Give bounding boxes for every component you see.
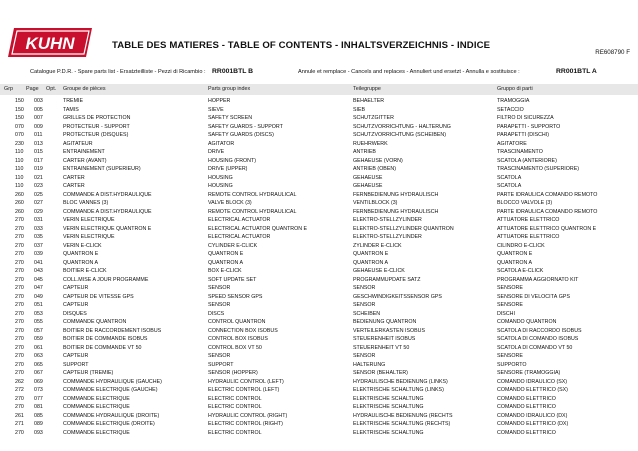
grp-cell: 270 (15, 319, 24, 325)
de-cell: SIEB (353, 106, 366, 113)
de-cell: SENSOR (BEHÄLTER) (353, 370, 408, 376)
en-cell: SAFETY SCREEN (208, 115, 253, 121)
de-cell: ELEKTRO-STELLZYLINDER QUANTRON (353, 225, 454, 232)
grp-cell: 270 (15, 336, 24, 342)
grp-cell: 110 (15, 166, 24, 172)
page-cell: 049 (34, 293, 43, 300)
table-row (0, 131, 638, 140)
de-cell: QUANTRON A (353, 259, 389, 266)
fr-cell: CAPTEUR (TREMIE) (63, 370, 114, 376)
grp-cell: 270 (15, 429, 24, 436)
fr-cell: ENTRAINEMENT (63, 149, 105, 155)
table-row (0, 301, 638, 310)
en-cell: SENSOR (208, 302, 231, 308)
table-row (0, 369, 638, 378)
grp-cell: 261 (15, 412, 24, 419)
table-row (0, 395, 638, 404)
page-cell: 059 (34, 336, 43, 342)
grp-cell: 270 (15, 302, 24, 308)
page-cell: 063 (34, 353, 43, 359)
fr-cell: COMMANDE QUANTRON (63, 319, 127, 325)
it-cell: COMANDO ELETTRICO (SX) (497, 387, 568, 393)
grp-cell: 260 (15, 191, 24, 198)
grp-cell: 262 (15, 378, 24, 385)
en-cell: HOUSING (208, 174, 233, 181)
de-cell: ANTRIEB (OBEN) (353, 166, 396, 172)
page-cell: 055 (34, 319, 43, 325)
table-row (0, 352, 638, 361)
table-row (0, 378, 638, 387)
table-row (0, 293, 638, 302)
de-cell: SCHUTZGITTER (353, 115, 394, 121)
fr-cell: CAPTEUR (63, 302, 89, 308)
en-cell: AGITATOR (208, 140, 235, 147)
fr-cell: CAPTEUR (63, 353, 89, 359)
it-cell: SENSORE (497, 353, 523, 359)
it-cell: PARAPETTI (DISCHI) (497, 132, 549, 138)
grp-cell: 270 (15, 395, 24, 402)
en-cell: DRIVE (208, 149, 225, 155)
table-row (0, 123, 638, 132)
table-row (0, 386, 638, 395)
en-cell: SENSOR (208, 285, 231, 291)
fr-cell: QUANTRON E (63, 251, 99, 257)
fr-cell: VERIN ELECTRIQUE (63, 234, 115, 240)
en-cell: SENSOR (208, 353, 231, 359)
grp-cell: 150 (15, 106, 24, 113)
table-row (0, 259, 638, 268)
table-row (0, 157, 638, 166)
en-cell: ELECTRICAL ACTUATOR (208, 217, 271, 223)
grp-cell: 270 (15, 404, 24, 410)
table-row (0, 148, 638, 157)
table-row (0, 106, 638, 115)
fr-cell: SUPPORT (63, 361, 89, 368)
table-row (0, 191, 638, 200)
table-row (0, 250, 638, 259)
de-cell: VENTILBLOCK (3) (353, 200, 398, 206)
it-cell: SCATOLA (497, 174, 522, 181)
grp-cell: 270 (15, 268, 24, 274)
page-cell: 041 (34, 259, 43, 266)
fr-cell: COMMANDE ELECTRIQUE (63, 429, 130, 436)
en-cell: ELECTRIC CONTROL (RIGHT) (208, 421, 283, 427)
de-cell: PROGRAMMUPDATE SATZ (353, 276, 421, 283)
grp-cell: 270 (15, 293, 24, 300)
de-cell: GEHAEUSE (353, 174, 383, 181)
page-cell: 047 (34, 285, 43, 291)
table-row (0, 182, 638, 191)
table-row (0, 114, 638, 123)
page-cell: 073 (34, 387, 43, 393)
de-cell: VERTEILERKASTEN ISOBUS (353, 327, 426, 334)
fr-cell: BOITIER DE COMMANDE ISOBUS (63, 336, 148, 342)
it-cell: COMANDO ELETTRICO (497, 395, 556, 402)
it-cell: COMANDO ELETTRICO (497, 429, 556, 436)
table-row (0, 412, 638, 421)
en-cell: SOFT UPDATE SET (208, 276, 257, 283)
it-cell: QUANTRON E (497, 251, 533, 257)
de-cell: HALTERUNG (353, 361, 386, 368)
fr-cell: COLL.MISE A JOUR PROGRAMME (63, 276, 149, 283)
de-cell: FERNBEDIENUNG HYDRAULISCH (353, 208, 439, 215)
grp-cell: 110 (15, 183, 24, 189)
de-cell: FERNBEDIENUNG HYDRAULISCH (353, 191, 439, 198)
table-row (0, 335, 638, 344)
grp-cell: 270 (15, 310, 24, 317)
en-cell: SENSOR (HOPPER) (208, 370, 258, 376)
fr-cell: TAMIS (63, 106, 79, 113)
fr-cell: VERIN ELECTRIQUE (63, 217, 115, 223)
en-cell: DRIVE (UPPER) (208, 166, 248, 172)
it-cell: SCATOLA E-CLICK (497, 268, 544, 274)
fr-cell: CAPTEUR DE VITESSE GPS (63, 293, 134, 300)
grp-cell: 270 (15, 344, 24, 351)
de-cell: ELEKTRISCHE SCHALTUNG (RECHTS) (353, 421, 451, 427)
en-cell: CONTROL QUANTRON (208, 319, 266, 325)
it-cell: COMANDO ELETTRICO (DX) (497, 421, 569, 427)
de-cell: GEHAEUSE (VORN) (353, 157, 403, 164)
col-fr: Groupe de pièces (63, 86, 106, 92)
it-cell: TRASCINAMENTO (SUPERIORE) (497, 166, 580, 172)
de-cell: HYDRAULISCHE BEDIENUNG (RECHTS (353, 412, 453, 419)
grp-cell: 110 (15, 174, 24, 181)
de-cell: GEHAEUSE (353, 183, 383, 189)
fr-cell: BOITIER DE RACCORDEMENT ISOBUS (63, 327, 162, 334)
table-row (0, 429, 638, 438)
page-cell: 067 (34, 370, 43, 376)
fr-cell: ENTRAINEMENT (SUPERIEUR) (63, 166, 141, 172)
grp-cell: 150 (15, 98, 24, 104)
en-cell: ELECTRIC CONTROL (208, 404, 262, 410)
page-cell: 023 (34, 183, 43, 189)
de-cell: ELEKTRO-STELLZYLINDER (353, 217, 422, 223)
col-de: Teilegruppe (353, 86, 381, 92)
fr-cell: PROTECTEUR (DISQUES) (63, 132, 129, 138)
grp-cell: 270 (15, 217, 24, 223)
en-cell: ELECTRICAL ACTUATOR (208, 234, 271, 240)
de-cell: SCHUTZVORRICHTUNG (SCHEIBEN) (353, 132, 446, 138)
it-cell: DISCHI (497, 310, 515, 317)
page-cell: 043 (34, 268, 43, 274)
page-cell: 029 (34, 208, 43, 215)
en-cell: DISCS (208, 310, 225, 317)
fr-cell: BOITIER E-CLICK (63, 268, 107, 274)
replaces-code: RR001BTL A (556, 68, 597, 75)
grp-cell: 270 (15, 259, 24, 266)
de-cell: SENSOR (353, 285, 376, 291)
page-cell: 093 (34, 429, 43, 436)
fr-cell: COMMANDE ELECTRIQUE (DROITE) (63, 421, 155, 427)
it-cell: SENSORE (497, 302, 523, 308)
it-cell: ATTUATORE ELETTRICO (497, 234, 560, 240)
it-cell: SCATOLA (497, 183, 522, 189)
table-row (0, 97, 638, 106)
fr-cell: AGITATEUR (63, 140, 93, 147)
fr-cell: BOITIER DE COMMANDE VT 50 (63, 344, 142, 351)
it-cell: QUANTRON A (497, 259, 533, 266)
grp-cell: 070 (15, 132, 24, 138)
de-cell: STEUERENHEIT ISOBUS (353, 336, 416, 342)
grp-cell: 270 (15, 276, 24, 283)
it-cell: COMANDO ELETTRICO (497, 404, 556, 410)
de-cell: ELEKTRISCHE SCHALTUNG (353, 429, 424, 436)
page-cell: 057 (34, 327, 43, 334)
it-cell: COMANDO QUANTRON (497, 319, 557, 325)
it-cell: SETACCIO (497, 106, 524, 113)
grp-cell: 270 (15, 234, 24, 240)
fr-cell: COMMANDE HYDRAULIQUE (GAUCHE) (63, 378, 162, 385)
table-row (0, 327, 638, 336)
table-row (0, 242, 638, 251)
table-row (0, 276, 638, 285)
fr-cell: DISQUES (63, 310, 87, 317)
grp-cell: 270 (15, 327, 24, 334)
table-row (0, 199, 638, 208)
table-header (0, 84, 638, 95)
de-cell: ELEKTRISCHE SCHALTUNG (LINKS) (353, 387, 444, 393)
de-cell: BEDIENUNG QUANTRON (353, 319, 417, 325)
en-cell: HOUSING (208, 183, 233, 189)
page-cell: 003 (34, 98, 43, 104)
table-row (0, 310, 638, 319)
page-cell: 005 (34, 106, 43, 113)
page-cell: 025 (34, 191, 43, 198)
svg-text:KUHN: KUHN (25, 34, 75, 53)
de-cell: ELEKTRISCHE SCHALTUNG (353, 395, 424, 402)
en-cell: QUANTRON E (208, 251, 244, 257)
table-row (0, 216, 638, 225)
it-cell: SENSORE (497, 285, 523, 291)
de-cell: ELEKTRISCHE SCHALTUNG (353, 404, 424, 410)
page-cell: 019 (34, 166, 43, 172)
page-cell: 009 (34, 123, 43, 130)
fr-cell: COMMANDE HYDRAULIQUE (DROITE) (63, 412, 160, 419)
fr-cell: GRILLES DE PROTECTION (63, 115, 131, 121)
en-cell: ELECTRIC CONTROL (208, 395, 262, 402)
grp-cell: 260 (15, 208, 24, 215)
page-cell: 021 (34, 174, 43, 181)
page-cell: 037 (34, 242, 43, 249)
it-cell: TRASCINAMENTO (497, 149, 543, 155)
en-cell: CYLINDER E-CLICK (208, 242, 258, 249)
table-row (0, 267, 638, 276)
fr-cell: CARTER (63, 174, 85, 181)
de-cell: ZYLINDER E-CLICK (353, 242, 402, 249)
grp-cell: 270 (15, 285, 24, 291)
fr-cell: COMMANDE ELECTRIQUE (GAUCHE) (63, 387, 158, 393)
en-cell: HYDRAULIC CONTROL (LEFT) (208, 378, 284, 385)
fr-cell: COMMANDE ELECTRIQUE (63, 395, 130, 402)
it-cell: SUPPORTO (497, 361, 527, 368)
de-cell: STEUERENHEIT VT 50 (353, 344, 410, 351)
page-cell: 035 (34, 234, 43, 240)
grp-cell: 270 (15, 251, 24, 257)
page-cell: 045 (34, 276, 43, 283)
en-cell: CONNECTION BOX ISOBUS (208, 327, 278, 334)
col-opt: Opt. (46, 86, 57, 92)
page-cell: 069 (34, 378, 43, 385)
fr-cell: PROTECTEUR - SUPPORT (63, 123, 130, 130)
en-cell: BOX E-CLICK (208, 268, 242, 274)
grp-cell: 070 (15, 123, 24, 130)
en-cell: ELECTRICAL ACTUATOR QUANTRON E (208, 225, 308, 232)
page-cell: 081 (34, 404, 43, 410)
page-cell: 007 (34, 115, 43, 121)
col-page: Page (26, 86, 39, 92)
page-cell: 053 (34, 310, 43, 317)
it-cell: ATTUATORE ELETTRICO QUANTRON E (497, 225, 597, 232)
de-cell: ELEKTRO-STELLZYLINDER (353, 234, 422, 240)
it-cell: PARTE IDRAULICA COMANDO REMOTO (497, 191, 598, 198)
it-cell: COMANDO IDRAULICO (SX) (497, 378, 568, 385)
en-cell: SAFETY GUARDS - SUPPORT (208, 123, 283, 130)
it-cell: SCATOLA DI RACCORDO ISOBUS (497, 327, 582, 334)
en-cell: SPEED SENSOR GPS (208, 293, 263, 300)
catalog-label: Catalogue P.D.R. - Spare parts list - Ersatzteilliste - Pezzi di Ricambio : (30, 69, 206, 75)
en-cell: SIEVE (208, 106, 224, 113)
col-it: Gruppo di parti (497, 86, 533, 92)
it-cell: COMANDO IDRAULICO (DX) (497, 412, 568, 419)
it-cell: SCATOLA (ANTERIORE) (497, 157, 557, 164)
de-cell: SENSOR (353, 353, 376, 359)
de-cell: QUANTRON E (353, 251, 389, 257)
grp-cell: 270 (15, 353, 24, 359)
fr-cell: BLOC VANNES (3) (63, 200, 109, 206)
it-cell: TRAMOGGIA (497, 98, 530, 104)
it-cell: AGITATORE (497, 140, 527, 147)
grp-cell: 110 (15, 149, 24, 155)
en-cell: CONTROL BOX ISOBUS (208, 336, 268, 342)
document-reference: RE608790 F (595, 49, 630, 56)
grp-cell: 230 (15, 140, 24, 147)
page-cell: 065 (34, 361, 43, 368)
page-cell: 039 (34, 251, 43, 257)
page-cell: 017 (34, 157, 43, 164)
it-cell: ATTUATORE ELETTRICO (497, 217, 560, 223)
fr-cell: CAPTEUR (63, 285, 89, 291)
de-cell: ANTRIEB (353, 149, 376, 155)
de-cell: SCHEIBEN (353, 310, 381, 317)
fr-cell: VERIN E-CLICK (63, 242, 102, 249)
page-cell: 031 (34, 217, 43, 223)
grp-cell: 270 (15, 225, 24, 232)
it-cell: CILINDRO E-CLICK (497, 242, 545, 249)
en-cell: VALVE BLOCK (3) (208, 200, 252, 206)
catalog-info (0, 68, 638, 78)
fr-cell: COMMANDE A DIST.HYDRAULIQUE (63, 208, 152, 215)
page-cell: 085 (34, 412, 43, 419)
de-cell: GESCHWINDIGKEITSSENSOR GPS (353, 293, 442, 300)
fr-cell: QUANTRON A (63, 259, 99, 266)
grp-cell: 271 (15, 421, 24, 427)
de-cell: SENSOR (353, 302, 376, 308)
fr-cell: VERIN ELECTRIQUE QUANTRON E (63, 225, 152, 232)
page-cell: 089 (34, 421, 43, 427)
en-cell: HYDRAULIC CONTROL (RIGHT) (208, 412, 288, 419)
en-cell: SAFETY GUARDS (DISCS) (208, 132, 274, 138)
en-cell: HOUSING (FRONT) (208, 157, 256, 164)
it-cell: PARAPETTI - SUPPORTO (497, 123, 561, 130)
grp-cell: 270 (15, 361, 24, 368)
table-row (0, 174, 638, 183)
table-row (0, 318, 638, 327)
fr-cell: TREMIE (63, 98, 84, 104)
de-cell: HYDRAULISCHE BEDIENUNG (LINKS) (353, 378, 448, 385)
en-cell: SUPPORT (208, 361, 234, 368)
col-en: Parts group index (208, 86, 251, 92)
kuhn-logo (8, 28, 92, 57)
it-cell: PARTE IDRAULICA COMANDO REMOTO (497, 208, 598, 215)
grp-cell: 270 (15, 370, 24, 376)
table-row (0, 233, 638, 242)
it-cell: SCATOLA DI COMANDO ISOBUS (497, 336, 579, 342)
it-cell: SENSORE (TRAMOGGIA) (497, 370, 561, 376)
fr-cell: CARTER (AVANT) (63, 157, 107, 164)
grp-cell: 272 (15, 387, 24, 393)
table-row (0, 403, 638, 412)
en-cell: REMOTE CONTROL HYDRAULICAL (208, 208, 297, 215)
table-row (0, 208, 638, 217)
page-cell: 051 (34, 302, 43, 308)
de-cell: RUEHRWERK (353, 140, 388, 147)
table-row (0, 140, 638, 149)
replaces-label: Annule et remplace - Cancels and replaces - Annuliert und ersetzt - Annulla e sostituisce : (298, 69, 520, 75)
de-cell: SCHUTZVORRICHTUNG - HALTERUNG (353, 123, 451, 130)
page-cell: 061 (34, 344, 43, 351)
table-row (0, 361, 638, 370)
it-cell: FILTRO DI SICUREZZA (497, 115, 554, 121)
en-cell: ELECTRIC CONTROL (208, 429, 262, 436)
page-cell: 015 (34, 149, 43, 155)
catalog-code: RR001BTL B (212, 68, 254, 75)
fr-cell: COMMANDE A DIST.HYDRAULIQUE (63, 191, 152, 198)
page-cell: 077 (34, 395, 43, 402)
it-cell: PROGRAMMA AGGIORNATO KIT (497, 276, 579, 283)
fr-cell: CARTER (63, 183, 85, 189)
table-row (0, 165, 638, 174)
grp-cell: 260 (15, 200, 24, 206)
it-cell: BLOCCO VALVOLE (3) (497, 200, 553, 206)
table-row (0, 420, 638, 429)
table-row (0, 344, 638, 353)
en-cell: HOPPER (208, 98, 231, 104)
toc-table-body (0, 97, 638, 437)
table-row (0, 225, 638, 234)
it-cell: SENSORE DI VELOCITÀ GPS (497, 293, 570, 300)
fr-cell: COMMANDE ELECTRIQUE (63, 404, 130, 410)
en-cell: ELECTRIC CONTROL (LEFT) (208, 387, 280, 393)
grp-cell: 270 (15, 242, 24, 249)
col-grp: Grp (4, 86, 13, 92)
de-cell: GEHAEUSE E-CLICK (353, 268, 405, 274)
en-cell: REMOTE CONTROL HYDRAULICAL (208, 191, 297, 198)
grp-cell: 110 (15, 157, 24, 164)
grp-cell: 150 (15, 115, 24, 121)
page-title: TABLE DES MATIERES - TABLE OF CONTENTS - INHALTSVERZEICHNIS - INDICE (112, 40, 491, 51)
en-cell: CONTROL BOX VT 50 (208, 344, 262, 351)
page-cell: 027 (34, 200, 43, 206)
en-cell: QUANTRON A (208, 259, 244, 266)
page-cell: 033 (34, 225, 43, 232)
it-cell: SCATOLA DI COMANDO VT 50 (497, 344, 573, 351)
page-cell: 011 (34, 132, 43, 138)
de-cell: BEHAELTER (353, 98, 385, 104)
table-row (0, 284, 638, 293)
page-cell: 013 (34, 140, 43, 147)
